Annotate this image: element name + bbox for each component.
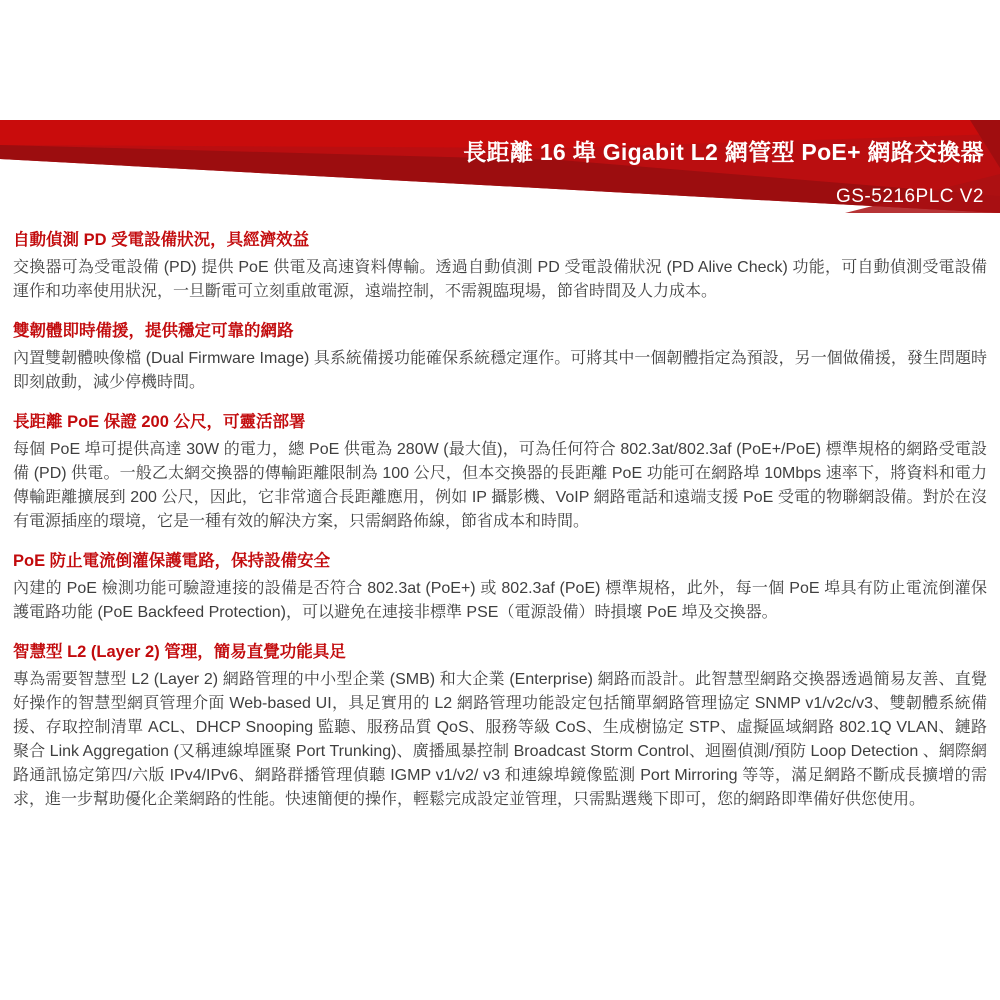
feature-section-poe-backfeed-protection: [13, 550, 987, 625]
feature-section-long-reach-poe: [13, 411, 987, 534]
section-body: 交換器可為受電設備 (PD) 提供 PoE 供電及高速資料傳輸。透過自動偵測 PD 受電設備狀況 (PD Alive Check) 功能，可自動偵測受電設備運作和功率使用狀況，一旦斷電可立刻重啟電源，遠端控制，不需親臨現場，節省時間及人力成本。: [13, 259, 987, 300]
product-model: GS-5216PLC V2: [835, 186, 984, 207]
feature-section-l2-management: [13, 641, 987, 812]
feature-section-dual-firmware: [13, 320, 987, 395]
feature-section-pd-alive-check: [13, 229, 987, 304]
section-heading: 智慧型 L2 (Layer 2) 管理，簡易直覺功能具足: [13, 643, 346, 661]
section-body: 每個 PoE 埠可提供高達 30W 的電力，總 PoE 供電為 280W (最大值)，可為任何符合 802.3at/802.3af (PoE+/PoE) 標準規格的網路受電設備 (PD) 供電。一般乙太網交換器的傳輸距離限制為 100 公尺，但本交換器的長距離 PoE 功能可在網路埠 10Mbps 速率下，將資料和電力傳輸距離擴展到 200 公尺，因此，它非常適合長距離應用，例如 IP 攝影機、VoIP 網路電話和遠端支援 PoE 受電的物聯網設備。對於在沒有電源插座的環境，它是一種有效的解決方案，只需網路佈線，節省成本和時間。: [13, 441, 987, 530]
section-body: 內置雙韌體映像檔 (Dual Firmware Image) 具系統備援功能確保系統穩定運作。可將其中一個韌體指定為預設，另一個做備援，發生問題時即刻啟動，減少停機時間。: [13, 350, 987, 391]
section-heading: 長距離 PoE 保證 200 公尺，可靈活部署: [13, 413, 306, 431]
section-body: 專為需要智慧型 L2 (Layer 2) 網路管理的中小型企業 (SMB) 和大企業 (Enterprise) 網路而設計。此智慧型網路交換器透過簡易友善、直覺好操作的智慧型網頁管理介面 Web-based UI，具足實用的 L2 網路管理功能設定包括簡單網路管理協定 SNMP v1/v2c/v3、雙韌體系統備援、存取控制清單 ACL、DHCP Snooping 監聽、服務品質 QoS、服務等級 CoS、生成樹協定 STP、虛擬區域網路 802.1Q VLAN、鏈路聚合 Link Aggregation (又稱連線埠匯聚 Port Trunking)、廣播風暴控制 Broadcast Storm Control、迴圈偵測/預防 Loop Detection 、網際網路通訊協定第四/六版 IPv4/IPv6、網路群播管理偵聽 IGMP v1/v2/ v3 和連線埠鏡像監測 Port Mirroring 等等，滿足網路不斷成長擴增的需求，進一步幫助優化企業網路的性能。快速簡便的操作，輕鬆完成設定並管理，只需點選幾下即可，您的網路即準備好供您使用。: [13, 671, 987, 808]
section-body: 內建的 PoE 檢測功能可驗證連接的設備是否符合 802.3at (PoE+) 或 802.3af (PoE) 標準規格，此外，每一個 PoE 埠具有防止電流倒灌保護電路功能 (PoE Backfeed Protection)，可以避免在連接非標準 PSE（電源設備）時損壞 PoE 埠及交換器。: [13, 580, 987, 621]
banner: [0, 0, 1000, 222]
section-heading: PoE 防止電流倒灌保護電路，保持設備安全: [13, 552, 331, 570]
product-title: 長距離 16 埠 Gigabit L2 網管型 PoE+ 網路交換器: [463, 139, 984, 165]
section-heading: 自動偵測 PD 受電設備狀況，具經濟效益: [13, 231, 310, 249]
product-description: [0, 222, 1000, 812]
section-heading: 雙韌體即時備援，提供穩定可靠的網路: [13, 322, 294, 340]
